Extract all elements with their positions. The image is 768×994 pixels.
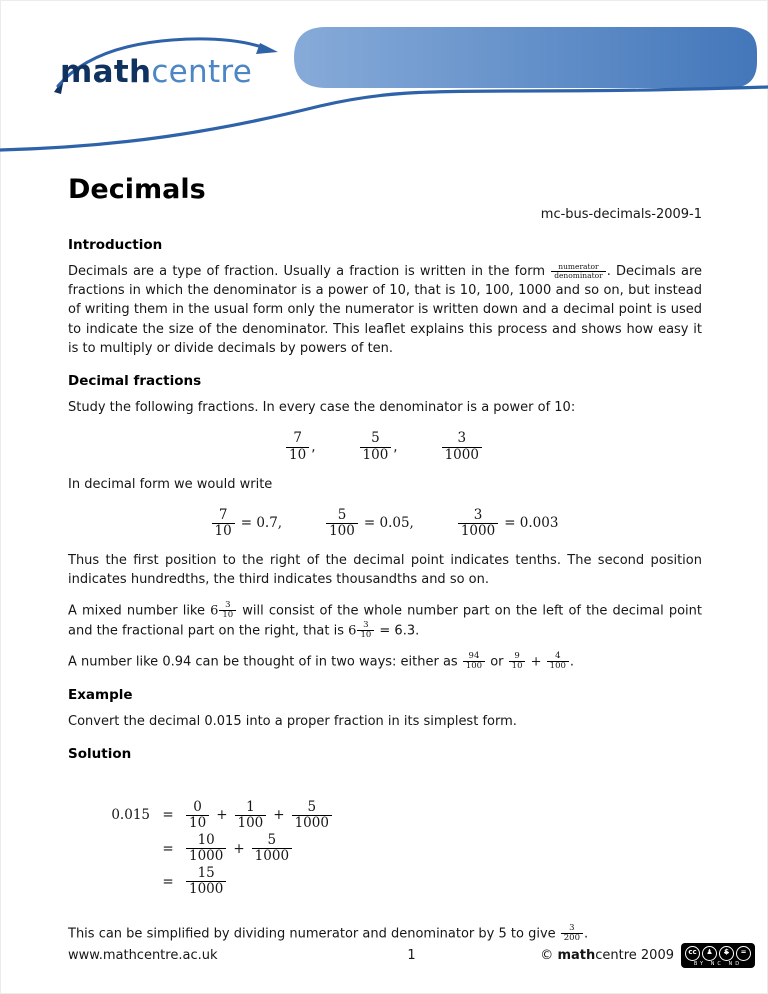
cc-icon: cc <box>685 946 700 961</box>
fraction <box>212 508 235 539</box>
two-ways-paragraph: A number like 0.94 can be thought of in two ways: either as $\frac{94}{100}$ or $\frac{9}{10}$ + $\frac{4}{100}$ . <box>68 650 575 672</box>
fraction-numerator: 3 <box>561 924 583 935</box>
fraction-denominator: 10 <box>511 661 523 672</box>
fraction <box>357 621 374 641</box>
fraction <box>186 866 226 897</box>
fraction-numerator: 5 <box>252 833 292 849</box>
equation-row <box>98 800 702 831</box>
cc-license-badge <box>681 943 755 968</box>
fraction-numerator: 4 <box>547 652 569 663</box>
between-line: In decimal form we would write <box>68 476 273 492</box>
fraction-numerator: 94 <box>463 652 485 663</box>
fraction <box>442 431 482 462</box>
header-band-shape <box>294 27 757 88</box>
example-paragraph: Convert the decimal 0.015 into a proper fraction in its simplest form. <box>68 713 517 729</box>
equation-lhs: 0.015 <box>111 807 150 824</box>
fraction-numerator: numerator <box>551 263 606 272</box>
heading-introduction: Introduction <box>68 237 163 253</box>
noncommercial-icon: $ <box>719 946 734 961</box>
fraction-denominator: 100 <box>237 814 264 831</box>
positions-paragraph: Thus the first position to the right of the decimal point indicates tenths. The second position indicates hundredths, the third indicates thousandths and so on. <box>68 553 702 588</box>
fraction-denominator: 10 <box>222 610 234 621</box>
fraction-numerator: 7 <box>286 431 309 447</box>
cc-icon-row <box>685 946 751 961</box>
mathcentre-logo <box>46 28 296 102</box>
fraction-denominator: 1000 <box>294 814 329 831</box>
fraction <box>186 833 226 864</box>
fraction-denominator: 1000 <box>189 848 224 865</box>
fraction-denominator: 200 <box>563 933 580 944</box>
page-number: 1 <box>407 948 416 963</box>
fraction-numerator: 1 <box>235 800 267 816</box>
fraction <box>219 601 236 621</box>
document-content <box>68 174 702 955</box>
logo-math-text: math <box>60 54 152 90</box>
fraction <box>509 652 526 672</box>
fraction-denominator: 10 <box>189 814 207 831</box>
equals-sign: = <box>162 840 174 857</box>
fraction <box>463 652 485 672</box>
fraction <box>235 800 267 831</box>
fraction-denominator: 100 <box>465 661 483 672</box>
intro-paragraph: Decimals are a type of fraction. Usually a fraction is written in the form $\frac{\text{numerator}}{\text{denominator}}$ . Decimals are fractions in which the denominator is a power of 10, that is 10, 100, 1000 and so on, but instead of writing them in the usual form only the numerator is written down and a decimal point is used to indicate the size of the denominator. This leaflet explains this process and shows how easy it is to multiply or divide decimals by powers of ten. <box>68 261 703 356</box>
fraction-numerator: 15 <box>186 866 226 882</box>
heading-solution: Solution <box>68 745 132 762</box>
fraction-denominator: 100 <box>329 522 355 539</box>
plus-sign: + <box>273 807 285 824</box>
equation-row <box>98 866 702 897</box>
fraction <box>360 431 392 462</box>
fraction-denominator: denominator <box>554 271 603 280</box>
cc-license-labels: BY NC ND <box>693 961 743 967</box>
fraction-denominator: 10 <box>289 446 307 463</box>
fraction-denominator: 1000 <box>254 848 290 865</box>
fraction-denominator: 10 <box>214 522 232 539</box>
equation-rhs <box>186 833 292 864</box>
math-group: $\frac{5}{100}$ = 0.05, <box>326 508 414 539</box>
closing-paragraph: This can be simplified by dividing numerator and denominator by 5 to give $\frac{3}{200}$ . <box>68 922 589 944</box>
fraction-denominator: 1000 <box>189 881 224 898</box>
fraction-numerator: 3 <box>357 621 374 632</box>
logo-wordmark <box>60 54 252 90</box>
fraction <box>547 652 569 672</box>
equation-row <box>98 833 702 864</box>
document-code: mc-bus-decimals-2009-1 <box>540 207 702 222</box>
decimal-equivalents-display <box>68 508 702 539</box>
fraction <box>551 263 606 281</box>
solution-equations <box>98 800 702 898</box>
fraction-numerator: 5 <box>360 431 392 447</box>
fraction-denominator: 100 <box>549 661 566 672</box>
fraction <box>252 833 292 864</box>
decimal-fractions-lead: Study the following fractions. In every case the denominator is a power of 10: <box>68 400 576 416</box>
noderivatives-icon: = <box>736 946 751 961</box>
equals-sign: = <box>162 873 174 890</box>
fraction-numerator: 3 <box>458 508 498 524</box>
equation-rhs <box>186 800 332 831</box>
fraction <box>292 800 332 831</box>
page-footer <box>68 943 755 968</box>
plus-sign: + <box>233 840 245 857</box>
math-group: $\frac{7}{10}$ , <box>286 431 315 462</box>
fraction-denominator: 1000 <box>444 446 479 463</box>
equals-sign: = <box>162 807 174 824</box>
plus-sign: + <box>216 807 228 824</box>
mixed-number-paragraph: A mixed number like 6 $\frac{3}{10}$ will consist of the whole number part on the left of the decimal point and the fractional part on the right, that is 6 $\frac{3}{10}$ = 6.3. <box>68 599 702 641</box>
fraction-numerator: 10 <box>186 833 226 849</box>
math-group: $\frac{5}{100}$ , <box>360 431 398 462</box>
fraction-denominator: 100 <box>362 446 389 463</box>
math-group: $\frac{3}{1000}$ = 0.003 <box>458 508 559 539</box>
attribution-icon: ♟ <box>702 946 717 961</box>
heading-decimal-fractions: Decimal fractions <box>68 373 202 390</box>
fraction <box>326 508 358 539</box>
fraction <box>561 924 583 944</box>
fraction-numerator: 3 <box>219 601 236 612</box>
math-group <box>442 431 484 462</box>
fraction <box>286 431 309 462</box>
fraction-denominator: 10 <box>360 630 372 641</box>
fraction-numerator: 5 <box>292 800 332 816</box>
math-group: $\frac{7}{10}$ = 0.7, <box>212 508 283 539</box>
copyright-symbol: © <box>540 948 554 963</box>
fraction <box>186 800 209 831</box>
heading-example: Example <box>68 686 133 703</box>
fraction <box>458 508 498 539</box>
fraction-numerator: 5 <box>326 508 358 524</box>
fraction-denominator: 1000 <box>460 522 496 539</box>
page-title: Decimals <box>68 174 206 205</box>
fraction-numerator: 9 <box>509 652 526 663</box>
fraction-numerator: 0 <box>186 800 209 816</box>
fractions-display <box>68 431 702 462</box>
fraction-numerator: 7 <box>212 508 235 524</box>
fraction-numerator: 3 <box>442 431 482 447</box>
footer-copyright-area <box>432 943 756 968</box>
logo-centre-text: centre <box>151 54 253 90</box>
footer-url: www.mathcentre.ac.uk <box>68 948 218 963</box>
copyright-text: © mathcentre 2009 <box>540 948 674 963</box>
equation-rhs <box>186 866 226 897</box>
